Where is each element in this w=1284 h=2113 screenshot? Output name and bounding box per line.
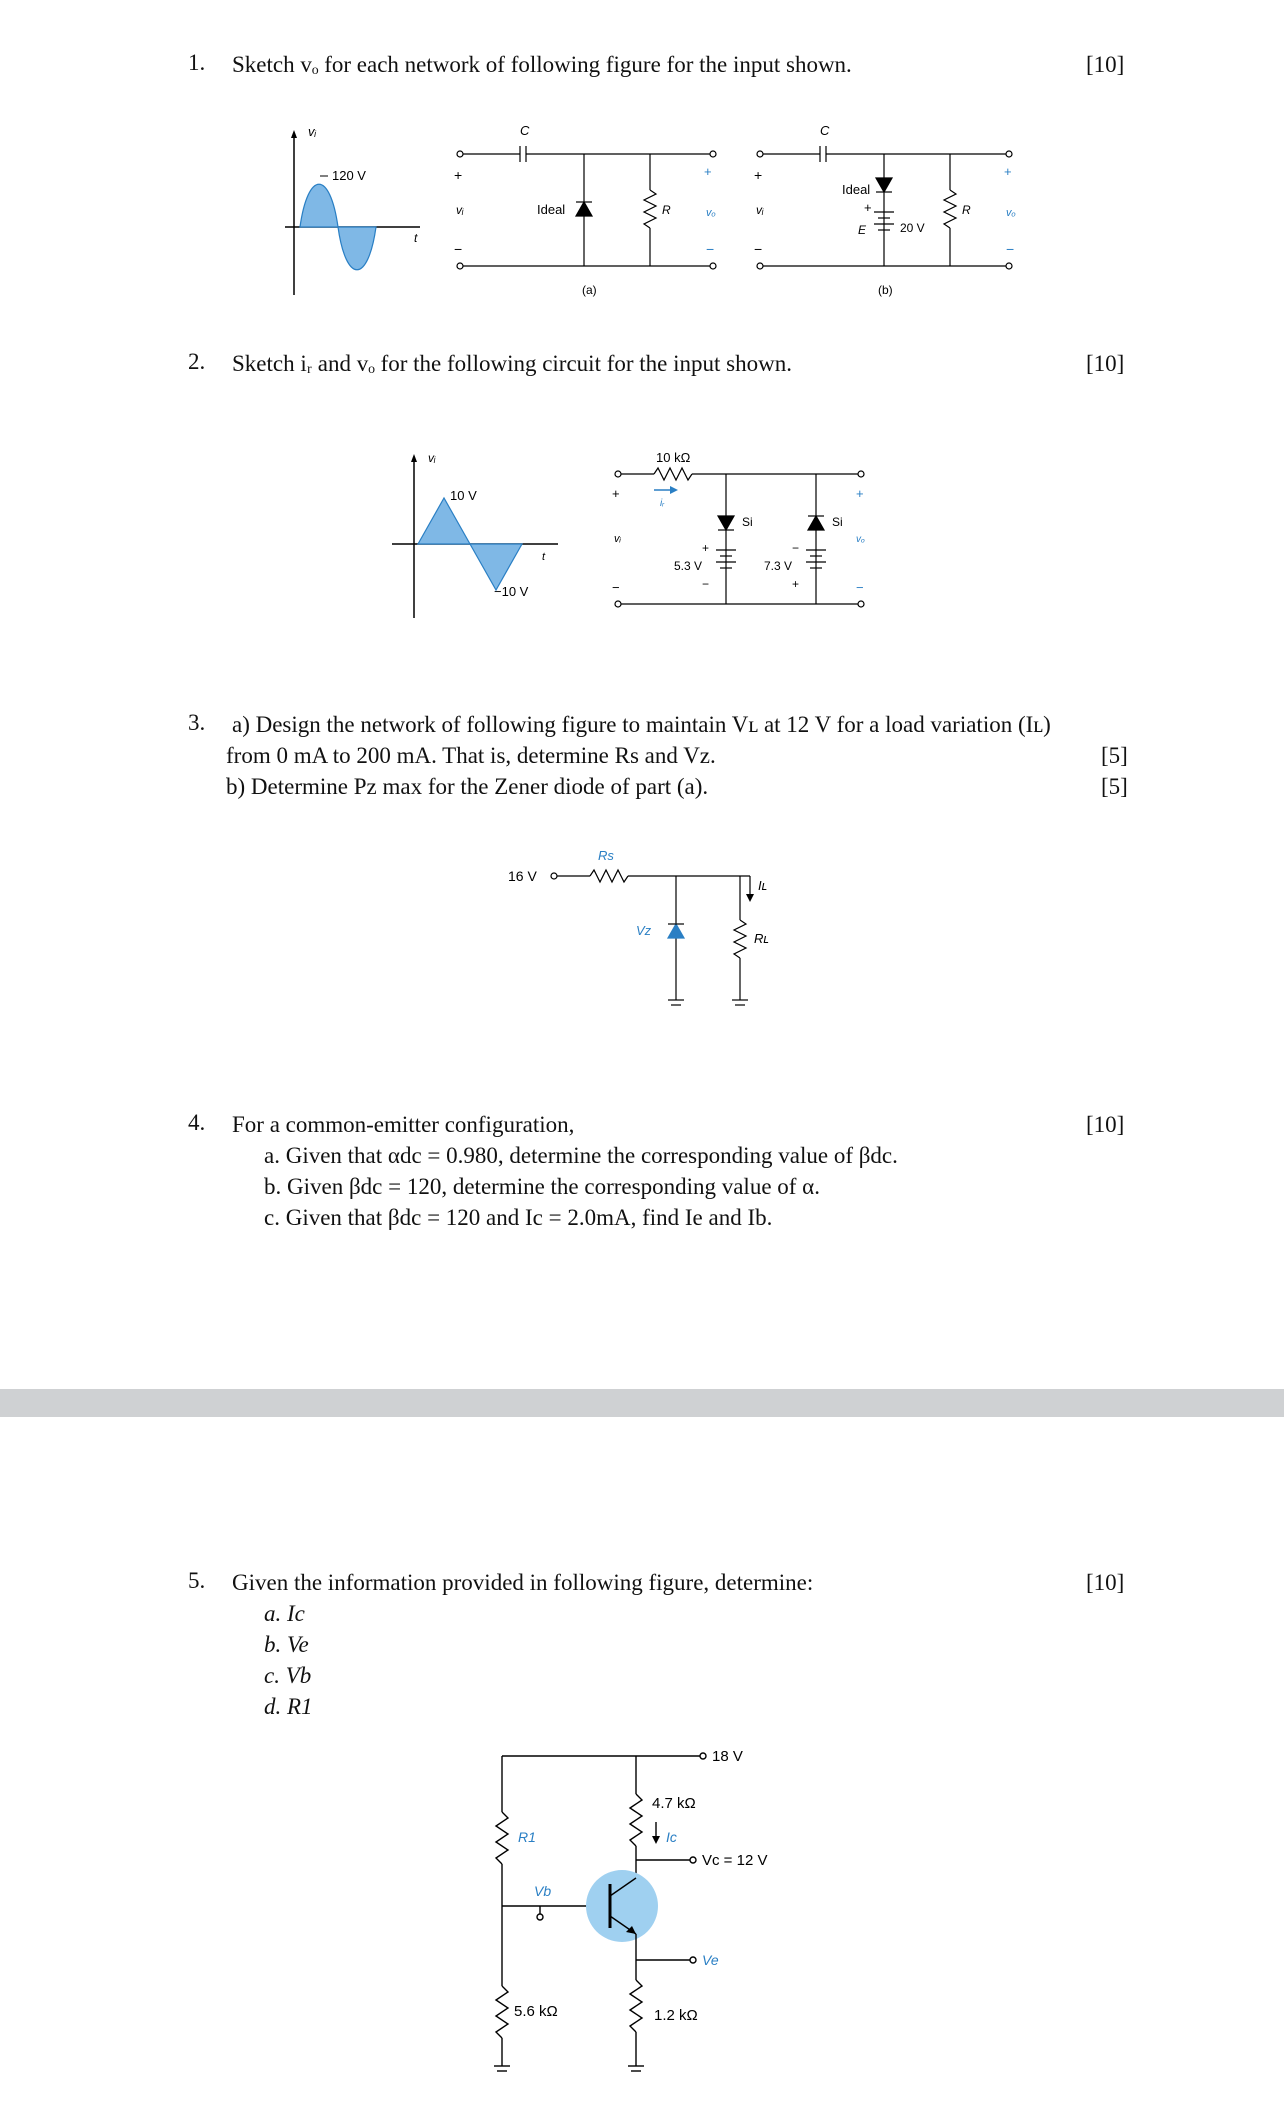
q2-v2-minus: − [792,541,800,555]
q2-pos: 10 V [450,488,477,503]
q3-line-b: b) Determine Pz max for the Zener diode of part (a). [226,774,709,799]
q2-si1: Si [742,515,753,529]
q1-amplitude: 120 V [332,168,366,183]
q1-b-vo-minus: − [1006,241,1015,257]
q1-circuit-a [457,146,716,269]
q2-ir: iᵣ [660,498,665,509]
q1-a-minus: − [454,241,463,257]
q1-number: 1. [188,50,206,75]
q1-b-vi: vᵢ [756,203,764,217]
q2-out-minus: − [856,580,864,595]
q1-b-e-plus: + [864,200,872,215]
q5-vb: Vb [534,1883,552,1899]
q2-input-waveform [392,451,558,618]
q1-circuit-b [757,146,1015,269]
q1-figure [280,110,1040,310]
q1-a-vi: vᵢ [456,203,464,217]
q3-line-a2: from 0 mA to 200 mA. That is, determine Rs and Vz. [226,743,716,768]
q5-rc: 4.7 kΩ [652,1795,696,1812]
q5-vc: Vc = 12 V [702,1852,768,1869]
q2-out-plus: + [856,486,864,501]
q3-marks-a: [5] [1101,743,1128,768]
q1-b-r: R [962,203,971,217]
q2-v1-minus: − [702,577,710,591]
q1-t: t [414,231,418,245]
q1-a-vo: vₒ [706,207,716,219]
q2-v1: 5.3 V [674,559,703,573]
q5-r1: R1 [518,1829,536,1845]
q1-b-vo: vₒ [1006,207,1016,219]
q2-si2: Si [832,515,843,529]
q3-vz: Vz [636,923,652,938]
q2-neg: −10 V [494,584,529,599]
q2-r: 10 kΩ [656,450,691,465]
q5-figure [480,1730,820,2100]
q1-b-20v: 20 V [900,221,925,235]
q2-v1-plus: + [702,541,710,555]
q2-number: 2. [188,349,206,374]
q3-rl: Rʟ [754,931,770,946]
q4-marks: [10] [1086,1112,1125,1137]
q4-text: For a common-emitter configuration, [232,1112,575,1137]
q5-ve: Ve [702,1952,719,1968]
q2-t: t [542,551,546,563]
q5-marks: [10] [1086,1570,1125,1595]
q1-a-vo-plus: + [704,164,712,179]
q5-item-b: b. Ve [264,1632,309,1657]
q5-re: 1.2 kΩ [654,2007,698,2024]
page-separator [0,1389,1284,1417]
q3-marks-b: [5] [1101,774,1128,799]
q1-a-plus: + [454,167,463,183]
q1-b-ideal: Ideal [842,182,871,197]
q2-in-plus: + [612,486,620,501]
q1-b-minus: − [754,241,763,257]
q2-vi: vᵢ [428,451,436,465]
q3-number: 3. [188,710,206,735]
q5-vcc: 18 V [712,1748,743,1765]
q2-vo: vₒ [856,534,865,545]
q2-marks: [10] [1086,351,1125,376]
q5-number: 5. [188,1568,206,1593]
q1-text: Sketch vₒ for each network of following figure for the input shown. [232,52,852,77]
q5-item-d: d. R1 [264,1694,313,1719]
q2-figure [390,448,890,628]
q3-line-a: a) Design the network of following figure to maintain Vʟ at 12 V for a load variation (Iʟ) [232,712,1051,737]
q3-figure [500,840,800,1020]
q5-text: Given the information provided in following figure, determine: [232,1570,814,1595]
q2-in-minus: − [612,580,620,595]
q3-il: Iʟ [758,878,768,893]
q4-item-a: a. Given that αdc = 0.980, determine the corresponding value of βdc. [264,1143,898,1168]
q2-vi-in: vᵢ [614,533,621,545]
q4-item-b: b. Given βdc = 120, determine the corresponding value of α. [264,1174,820,1199]
q1-a-r: R [662,203,671,217]
q3-source: 16 V [508,868,537,884]
q4-item-c: c. Given that βdc = 120 and Ic = 2.0mA, find Ie and Ib. [264,1205,773,1230]
q2-circuit [615,468,864,607]
q5-ic: Ic [666,1829,677,1845]
q2-v2-plus: + [792,577,800,591]
q1-a-vo-minus: − [706,241,715,257]
q5-item-c: c. Vb [264,1663,312,1688]
q5-r2: 5.6 kΩ [514,2003,558,2020]
q1-marks: [10] [1086,52,1125,77]
q1-b-vo-plus: + [1004,164,1012,179]
q5-item-a: a. Ic [264,1601,305,1626]
q1-vi-label: vᵢ [308,124,317,139]
q1-b-e: E [858,223,867,237]
q2-v2: 7.3 V [764,559,793,573]
q1-caption-b: (b) [878,283,893,297]
q1-b-c: C [820,123,830,138]
q1-a-c: C [520,123,530,138]
q1-input-waveform [285,124,420,295]
q1-a-ideal: Ideal [537,202,566,217]
q4-number: 4. [188,1110,206,1135]
q1-caption-a: (a) [582,283,597,297]
q1-b-plus: + [754,167,763,183]
q2-text: Sketch iᵣ and vₒ for the following circuit for the input shown. [232,351,792,376]
q3-rs: Rs [598,848,614,863]
